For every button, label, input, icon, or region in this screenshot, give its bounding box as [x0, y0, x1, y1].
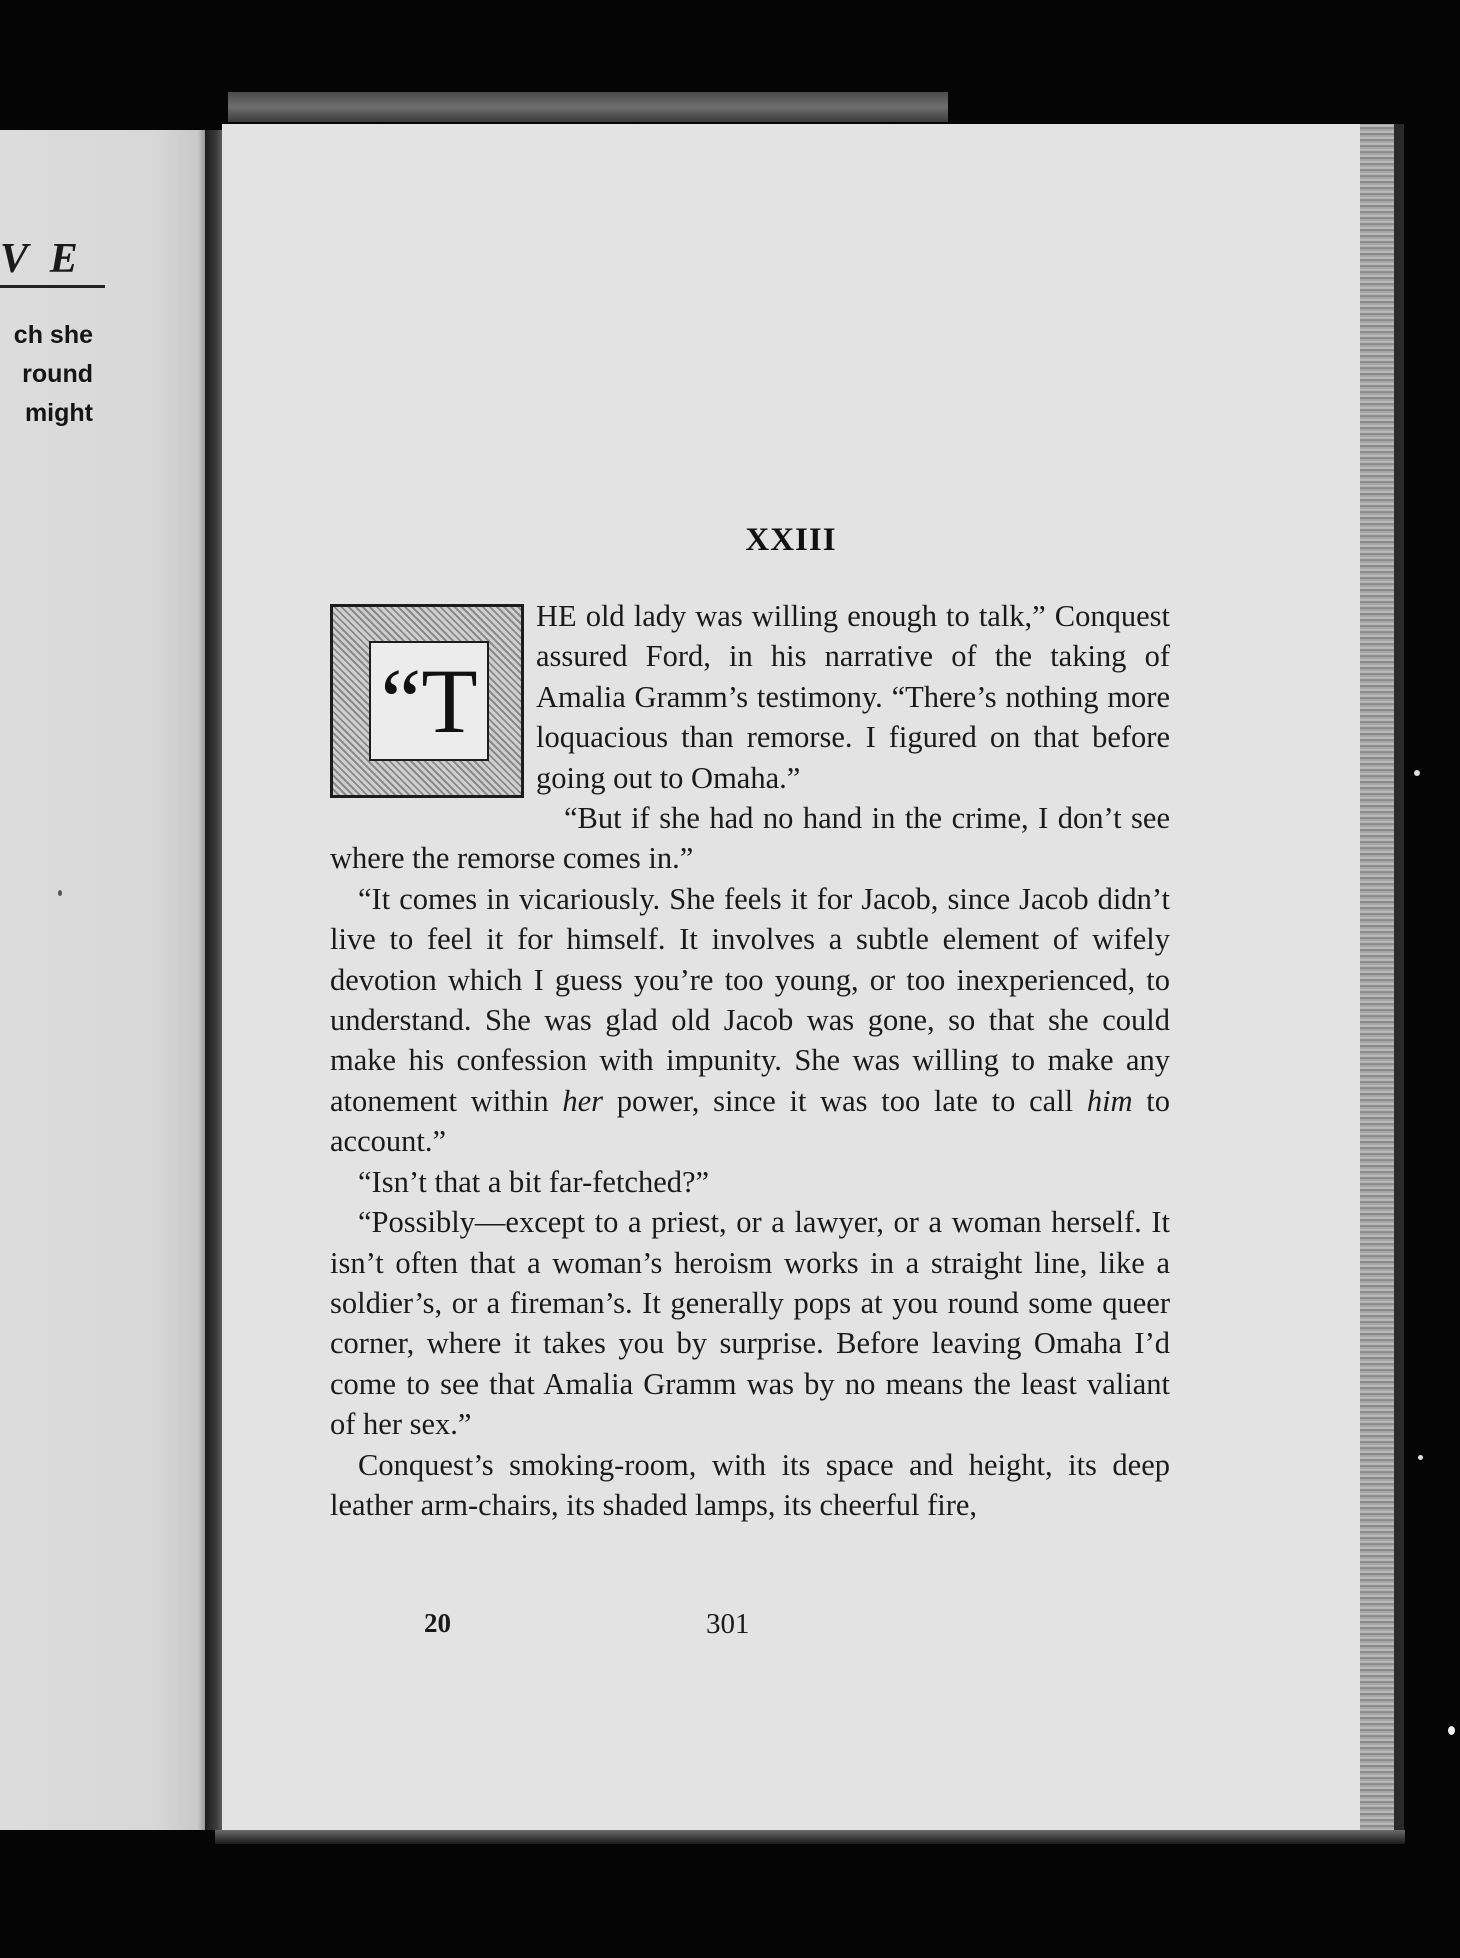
scan-speck [58, 890, 62, 896]
page-edge-shadow [1394, 124, 1404, 1844]
body-text [330, 596, 1170, 1525]
page-number: 301 [706, 1608, 750, 1640]
scan-speck [1414, 770, 1420, 776]
page-top-strip [228, 92, 948, 122]
paragraph: “Possibly—except to a priest, or a lawyer, or a woman herself. It isn’t often that a woman’s heroism works in a straight line, like a soldier’s, or a fireman’s. It generally pops at you round some queer corner, where it takes you by surprise. Before leaving Omaha I’d come to see that Amalia Gramm was by no means the least valiant of her sex.” [330, 1205, 1170, 1442]
left-page-line: round [22, 360, 93, 388]
page-edges [1360, 124, 1394, 1844]
page-bottom-shadow [215, 1830, 1405, 1844]
paragraph: HE old lady was willing enough to talk,” Conquest assured Ford, in his narrative of the taking of Amalia Gramm’s testimony. “There’s nothing more loquacious than remorse. I figured on that before going out to Omaha.” [536, 599, 1170, 795]
paragraph: Conquest’s smoking-room, with its space and height, its deep leather arm-chairs, its shaded lamps, its cheerful fire, [330, 1447, 1170, 1522]
left-page-heading: V E [0, 235, 105, 288]
page-footer [222, 1608, 1360, 1648]
paragraph: “But if she had no hand in the crime, I don’t see where the remorse comes in.” [330, 801, 1170, 876]
italic-word: him [1086, 1083, 1133, 1118]
ornamental-drop-cap [330, 604, 524, 798]
left-page-line: might [24, 399, 93, 427]
paragraph [330, 879, 1170, 1162]
drop-cap-letter: “T [369, 641, 489, 761]
paragraph-text: power, since it was too late to call [603, 1083, 1087, 1118]
scan-speck [1448, 1726, 1455, 1735]
left-page-text [0, 316, 93, 433]
paragraph-text: “It comes in vicariously. She feels it for Jacob, since Jacob didn’t live to feel it for himself. It involves a subtle element of wifely devotion which I guess you’re too young, or too inexperienced, to understand. She was glad old Jacob was gone, so that she could make his confession with impunity. She was willing to make any atonement within [330, 881, 1170, 1118]
paragraph: “Isn’t that a bit far-fetched?” [358, 1164, 710, 1199]
chapter-number: XXIII [745, 522, 837, 558]
left-page-line: ch she [13, 321, 93, 349]
paragraph-text: to account.” [330, 1083, 1170, 1159]
left-page [0, 130, 215, 1830]
scan-speck [1418, 1455, 1423, 1460]
signature-mark: 20 [424, 1608, 451, 1638]
italic-word: her [562, 1083, 604, 1118]
